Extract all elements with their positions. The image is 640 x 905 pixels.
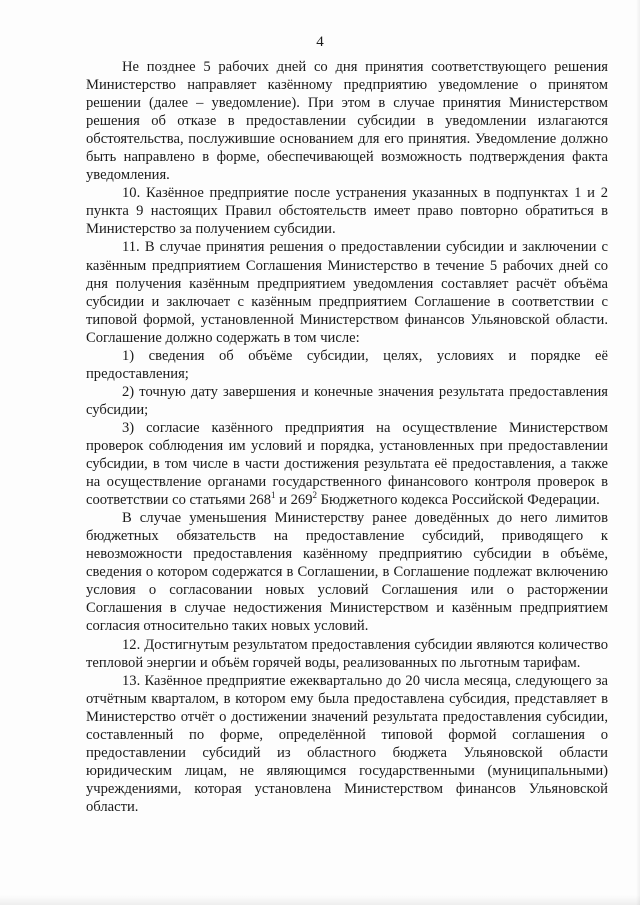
paragraph-11: 11. В случае принятия решения о предоставлении субсидии и заключении с казённым предприятием Соглашения Министерство в течение 5 рабочих дней со дня получения казённым предприятием уведомления составляет расчёт объёма субсидии и заключает с казённым предприятием Соглашение в соответствии с типовой формой, установленной Министерством финансов Ульяновской области. Соглашение должно содержать в том числе: [86, 239, 608, 346]
article-268-superscript: 1 [271, 490, 276, 501]
paragraph-10: 10. Казённое предприятие после устранения указанных в подпунктах 1 и 2 пункта 9 настоящих Правил обстоятельств имеет право повторно обратиться в Министерство за получением субсидии. [86, 185, 608, 238]
scan-bottom-shadow [0, 895, 640, 905]
list-item-3-mid: и 269 [275, 492, 313, 509]
page-number: 4 [316, 34, 324, 50]
paragraph-12: 12. Достигнутым результатом предоставления субсидии являются количество тепловой энергии и объём горячей воды, реализованных по льготным тарифам. [86, 636, 608, 671]
list-item-2: 2) точную дату завершения и конечные значения результата предоставления субсидии; [86, 383, 608, 418]
document-body [86, 58, 608, 816]
paragraph-limits-reduction: В случае уменьшения Министерству ранее доведённых до него лимитов бюджетных обязательств на предоставление субсидий, приводящего к невозможности предоставления казённому предприятию субсидии в объёме, сведения о котором содержатся в Соглашении, в Соглашение подлежат включению условия о согласовании новых условий Соглашения или о расторжении Соглашения в случае недостижения Министерством и казённым предприятием согласия относительно таких новых условий. [86, 510, 608, 635]
scan-edge-shadow [636, 0, 640, 905]
list-item-3-end: Бюджетного кодекса Российской Федерации. [317, 492, 600, 509]
paragraph-notification: Не позднее 5 рабочих дней со дня принятия соответствующего решения Министерство направляет казённому предприятию уведомление о принятом решении (далее – уведомление). При этом в случае принятия Министерством решения об отказе в предоставлении субсидии в уведомлении излагаются обстоятельства, послужившие основанием для его принятия. Уведомление должно быть направлено в форме, обеспечивающей возможность подтверждения факта уведомления. [86, 59, 608, 184]
paragraph-13: 13. Казённое предприятие ежеквартально до 20 числа месяца, следующего за отчётным кварталом, в котором ему была предоставлена субсидия, представляет в Министерство отчёт о достижении значений результата предоставления субсидии, составленный по форме, определённой типовой формой соглашения о предоставлении субсидий из областного бюджета Ульяновской области юридическим лицам, не являющимся государственными (муниципальными) учреждениями, которая установлена Министерством финансов Ульяновской области. [86, 672, 608, 815]
list-item-3-text: 3) согласие казённого предприятия на осуществление Министерством проверок соблюдения им условий и порядка, установленных при предоставлении субсидии, в том числе в части достижения результата её предоставления, а также на осуществление органами государственного финансового контроля проверок в соответствии со статьями 268 [86, 419, 608, 509]
list-item-3 [86, 419, 608, 509]
article-269-superscript: 2 [312, 490, 317, 501]
list-item-1: 1) сведения об объёме субсидии, целях, условиях и порядке её предоставления; [86, 347, 608, 382]
